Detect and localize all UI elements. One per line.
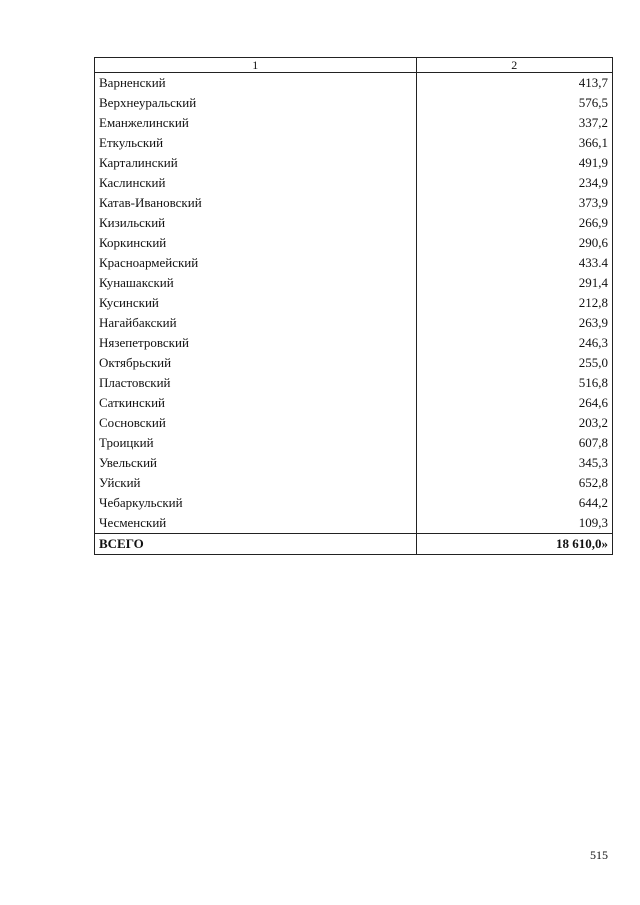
table-row xyxy=(95,453,613,473)
table-row xyxy=(95,333,613,353)
table-row xyxy=(95,273,613,293)
table-row xyxy=(95,213,613,233)
district-value: 255,0 xyxy=(416,353,612,373)
district-name: Пластовский xyxy=(95,373,417,393)
district-value: 491,9 xyxy=(416,153,612,173)
table-row xyxy=(95,73,613,94)
district-name: Октябрьский xyxy=(95,353,417,373)
table-row xyxy=(95,93,613,113)
column-header-2: 2 xyxy=(416,58,612,73)
district-value: 576,5 xyxy=(416,93,612,113)
table-header-row xyxy=(95,58,613,73)
total-label: ВСЕГО xyxy=(95,534,417,555)
table-row xyxy=(95,373,613,393)
district-value: 291,4 xyxy=(416,273,612,293)
district-name: Катав-Ивановский xyxy=(95,193,417,213)
table-row xyxy=(95,153,613,173)
district-value: 607,8 xyxy=(416,433,612,453)
district-value: 246,3 xyxy=(416,333,612,353)
district-value: 263,9 xyxy=(416,313,612,333)
district-value: 290,6 xyxy=(416,233,612,253)
district-name: Каслинский xyxy=(95,173,417,193)
table-row xyxy=(95,393,613,413)
district-name: Чебаркульский xyxy=(95,493,417,513)
district-value: 433.4 xyxy=(416,253,612,273)
district-value: 373,9 xyxy=(416,193,612,213)
district-value: 413,7 xyxy=(416,73,612,94)
table-row xyxy=(95,433,613,453)
district-name: Троицкий xyxy=(95,433,417,453)
district-name: Нязепетровский xyxy=(95,333,417,353)
district-name: Увельский xyxy=(95,453,417,473)
district-name: Еманжелинский xyxy=(95,113,417,133)
district-value: 516,8 xyxy=(416,373,612,393)
district-name: Саткинский xyxy=(95,393,417,413)
district-name: Кунашакский xyxy=(95,273,417,293)
district-name: Сосновский xyxy=(95,413,417,433)
district-name: Варненский xyxy=(95,73,417,94)
district-value: 203,2 xyxy=(416,413,612,433)
district-name: Коркинский xyxy=(95,233,417,253)
district-name: Кизильский xyxy=(95,213,417,233)
districts-table xyxy=(94,57,613,555)
district-name: Красноармейский xyxy=(95,253,417,273)
total-value: 18 610,0» xyxy=(416,534,612,555)
district-value: 337,2 xyxy=(416,113,612,133)
district-value: 345,3 xyxy=(416,453,612,473)
district-value: 652,8 xyxy=(416,473,612,493)
table-row xyxy=(95,193,613,213)
table-row xyxy=(95,493,613,513)
district-name: Уйский xyxy=(95,473,417,493)
table-row xyxy=(95,313,613,333)
total-row xyxy=(95,534,613,555)
table-row xyxy=(95,113,613,133)
table-row xyxy=(95,133,613,153)
district-name: Еткульский xyxy=(95,133,417,153)
district-value: 266,9 xyxy=(416,213,612,233)
district-value: 366,1 xyxy=(416,133,612,153)
district-name: Нагайбакский xyxy=(95,313,417,333)
district-name: Верхнеуральский xyxy=(95,93,417,113)
table-row xyxy=(95,173,613,193)
table-row xyxy=(95,413,613,433)
table-body xyxy=(95,73,613,534)
table-row xyxy=(95,233,613,253)
district-name: Кусинский xyxy=(95,293,417,313)
table-row xyxy=(95,293,613,313)
district-value: 234,9 xyxy=(416,173,612,193)
district-name: Карталинский xyxy=(95,153,417,173)
district-value: 644,2 xyxy=(416,493,612,513)
table-row xyxy=(95,253,613,273)
district-value: 264,6 xyxy=(416,393,612,413)
page-number: 515 xyxy=(590,848,608,862)
table-row xyxy=(95,513,613,534)
district-value: 109,3 xyxy=(416,513,612,534)
column-header-1: 1 xyxy=(95,58,417,73)
district-name: Чесменский xyxy=(95,513,417,534)
district-value: 212,8 xyxy=(416,293,612,313)
table-row xyxy=(95,473,613,493)
table-row xyxy=(95,353,613,373)
